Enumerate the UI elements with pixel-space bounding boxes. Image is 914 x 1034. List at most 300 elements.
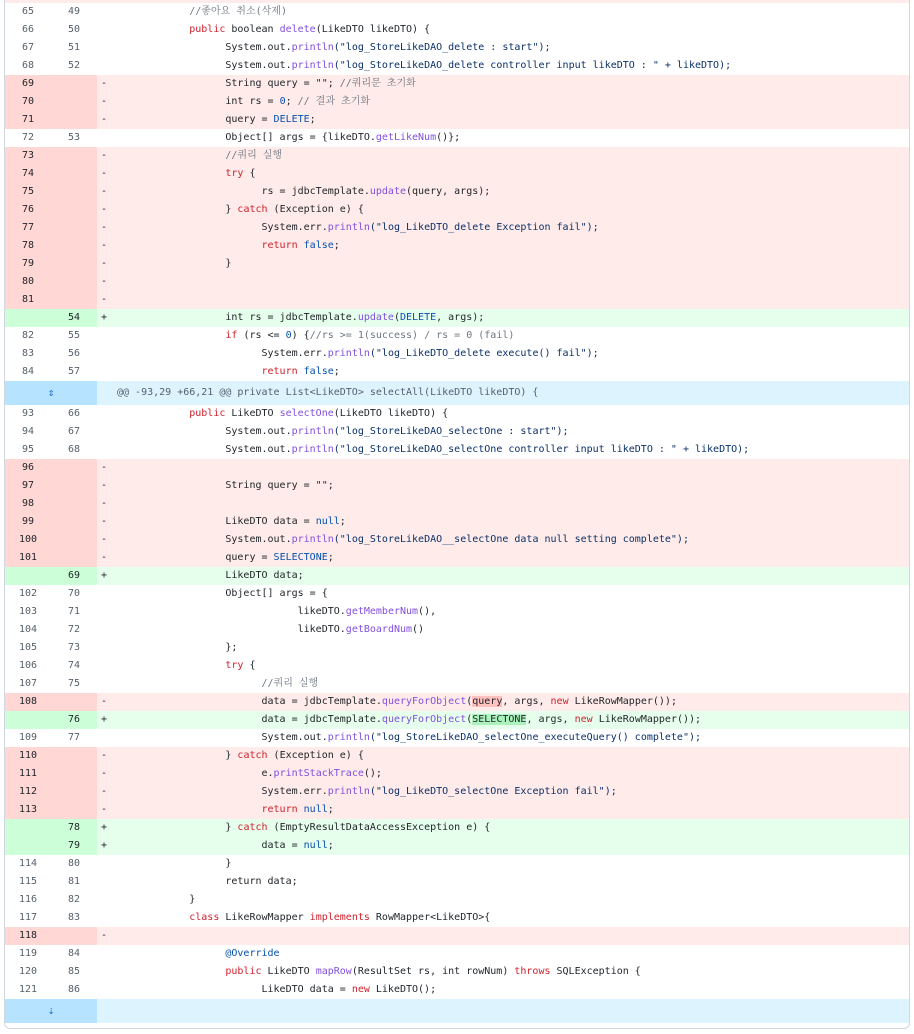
old-line-number[interactable]: 107: [18, 678, 38, 689]
code-token: ;: [339, 516, 346, 527]
code-token: ("log_LikeDTO_selectOne Exception fail");: [369, 786, 617, 797]
new-line-number[interactable]: 78: [51, 819, 97, 837]
new-line-number[interactable]: 66: [67, 408, 81, 419]
code-text: [117, 219, 909, 237]
diff-marker: -: [101, 930, 108, 941]
diff-marker: [97, 621, 117, 639]
old-line-number[interactable]: 71: [5, 111, 51, 129]
diff-marker: [97, 981, 117, 999]
code-token: DELETE: [399, 312, 437, 323]
code-token: new: [574, 714, 593, 725]
diff-line: [5, 441, 909, 459]
diff-line: [5, 477, 909, 495]
old-line-number[interactable]: 84: [21, 366, 35, 377]
code-token: getMemberNum: [345, 606, 419, 617]
code-token: selectOne: [279, 408, 334, 419]
new-line-number[interactable]: [51, 183, 97, 201]
diff-marker: -: [101, 462, 108, 473]
diff-line: [5, 291, 909, 309]
diff-marker: -: [101, 78, 108, 89]
diff-marker: [97, 639, 117, 657]
new-line-number[interactable]: [51, 255, 97, 273]
diff-line: [5, 837, 909, 855]
diff-line: [5, 981, 909, 999]
old-line-number[interactable]: 68: [21, 60, 35, 71]
code-text: [117, 981, 909, 999]
diff-line: [5, 783, 909, 801]
new-line-number[interactable]: [51, 237, 97, 255]
code-text: [117, 675, 909, 693]
diff-line: [5, 963, 909, 981]
diff-marker: -: [101, 294, 108, 305]
diff-marker: [97, 129, 117, 147]
new-line-number[interactable]: [51, 927, 97, 945]
code-text: [117, 21, 909, 39]
new-line-number[interactable]: [51, 747, 97, 765]
code-token: [117, 24, 189, 35]
code-token: getBoardNum: [345, 624, 413, 635]
diff-marker: [97, 327, 117, 345]
new-line-number[interactable]: [51, 549, 97, 567]
new-line-number[interactable]: [51, 219, 97, 237]
diff-marker: +: [101, 840, 108, 851]
new-line-number[interactable]: 51: [67, 42, 81, 53]
new-line-number[interactable]: 80: [67, 858, 81, 869]
new-line-number[interactable]: [51, 693, 97, 711]
code-text: [117, 639, 909, 657]
diff-line: [5, 309, 909, 327]
old-line-number[interactable]: 110: [5, 747, 51, 765]
new-line-number[interactable]: 69: [51, 567, 97, 585]
code-text: [117, 75, 909, 93]
code-token: rs = jdbcTemplate.: [117, 186, 370, 197]
new-line-number[interactable]: [51, 75, 97, 93]
old-line-number[interactable]: 102: [18, 588, 38, 599]
diff-marker: [97, 441, 117, 459]
code-token: ()};: [436, 132, 461, 143]
code-text: [117, 873, 909, 891]
diff-line: [5, 513, 909, 531]
diff-line: [5, 747, 909, 765]
code-text: [117, 39, 909, 57]
old-line-number[interactable]: 114: [18, 858, 38, 869]
code-token: println: [327, 348, 370, 359]
code-token: println: [291, 42, 334, 53]
old-line-number[interactable]: 121: [18, 984, 38, 995]
code-text: [117, 819, 909, 837]
old-line-number[interactable]: 118: [5, 927, 51, 945]
code-text: [117, 549, 909, 567]
diff-marker: -: [101, 750, 108, 761]
code-token: println: [327, 732, 370, 743]
code-text: [117, 621, 909, 639]
new-line-number[interactable]: 77: [67, 732, 81, 743]
new-line-number[interactable]: 79: [51, 837, 97, 855]
code-text: [117, 891, 909, 909]
old-line-number[interactable]: 66: [21, 24, 35, 35]
code-token: 0: [279, 96, 286, 107]
code-token: LikeDTO data =: [117, 516, 316, 527]
code-token: public: [225, 966, 262, 977]
code-token: SQLException {: [550, 966, 641, 977]
code-text: [117, 909, 909, 927]
diff-line: [5, 531, 909, 549]
code-text: [117, 477, 909, 495]
diff-line: [5, 855, 909, 873]
code-token: false: [303, 240, 334, 251]
code-text: [117, 513, 909, 531]
diff-marker: -: [101, 768, 108, 779]
diff-line: [5, 621, 909, 639]
code-text: [117, 291, 909, 309]
code-token: LikeRowMapper());: [592, 714, 702, 725]
new-line-number[interactable]: [51, 165, 97, 183]
code-text: [117, 165, 909, 183]
old-line-number[interactable]: 108: [5, 693, 51, 711]
old-line-number[interactable]: [5, 711, 51, 729]
diff-marker: -: [101, 168, 108, 179]
new-line-number[interactable]: 53: [67, 132, 81, 143]
code-text: [117, 405, 909, 423]
code-token: (: [393, 312, 400, 323]
new-line-number[interactable]: 73: [67, 642, 81, 653]
code-token: System.out.: [117, 444, 292, 455]
old-line-number[interactable]: 94: [21, 426, 35, 437]
code-token: , args,: [502, 696, 551, 707]
code-text: [117, 93, 909, 111]
diff-marker: -: [101, 552, 108, 563]
new-line-number[interactable]: [51, 291, 97, 309]
hunk-header-text: @@ -93,29 +66,21 @@ private List<LikeDTO> selectAll(LikeDTO likeDTO) {: [117, 387, 539, 398]
code-token: System.err.: [117, 348, 328, 359]
new-line-number[interactable]: [51, 531, 97, 549]
code-token: System.out.: [117, 60, 292, 71]
diff-view: [4, 0, 910, 1029]
code-text: [117, 747, 909, 765]
old-line-number[interactable]: 99: [5, 513, 51, 531]
new-line-number[interactable]: 72: [67, 624, 81, 635]
new-line-number[interactable]: [51, 111, 97, 129]
code-token: //쿼리 실행: [117, 678, 319, 689]
code-token: (ResultSet rs, int rowNum): [351, 966, 515, 977]
code-token: LikeDTO: [225, 408, 280, 419]
old-line-number[interactable]: 75: [5, 183, 51, 201]
diff-line: [5, 729, 909, 747]
code-token: SELECTONE: [472, 714, 527, 725]
code-token: ("log_StoreLikeDAO_selectOne_executeQuery() complete");: [369, 732, 702, 743]
code-token: [117, 660, 225, 671]
new-line-number[interactable]: 76: [51, 711, 97, 729]
old-line-number[interactable]: 119: [18, 948, 38, 959]
diff-marker: [97, 891, 117, 909]
new-line-number[interactable]: 55: [67, 330, 81, 341]
code-text: [117, 183, 909, 201]
old-line-number[interactable]: 109: [18, 732, 38, 743]
new-line-number[interactable]: [51, 273, 97, 291]
code-token: ();: [363, 768, 382, 779]
diff-line: [5, 273, 909, 291]
code-text: [117, 459, 909, 477]
new-line-number[interactable]: [51, 783, 97, 801]
diff-line: [5, 675, 909, 693]
code-token: likeDTO.: [117, 624, 346, 635]
diff-marker: [97, 345, 117, 363]
diff-block-selectone: [5, 405, 909, 999]
diff-marker: [97, 21, 117, 39]
diff-marker: -: [101, 804, 108, 815]
code-token: ("log_StoreLikeDAO_delete controller input likeDTO : " + likeDTO);: [333, 60, 732, 71]
new-line-number[interactable]: 54: [51, 309, 97, 327]
new-line-number[interactable]: [51, 495, 97, 513]
diff-marker: [97, 729, 117, 747]
code-token: null: [315, 516, 340, 527]
diff-line: [5, 3, 909, 21]
code-token: println: [291, 444, 334, 455]
diff-line: [5, 567, 909, 585]
diff-line: [5, 405, 909, 423]
code-token: int rs =: [117, 96, 280, 107]
old-line-number[interactable]: 100: [5, 531, 51, 549]
code-token: [117, 366, 262, 377]
old-line-number[interactable]: 65: [21, 6, 35, 17]
old-line-number[interactable]: 117: [18, 912, 38, 923]
diff-line: [5, 603, 909, 621]
new-line-number[interactable]: [51, 765, 97, 783]
old-line-number[interactable]: 104: [18, 624, 38, 635]
code-token: (),: [418, 606, 437, 617]
code-token: ;: [327, 552, 334, 563]
code-token: System.err.: [117, 786, 328, 797]
old-line-number[interactable]: 101: [5, 549, 51, 567]
diff-line: [5, 255, 909, 273]
code-text: [117, 129, 909, 147]
code-token: Object[] args = {: [117, 588, 328, 599]
old-line-number[interactable]: [5, 309, 51, 327]
code-token: try: [225, 168, 244, 179]
old-line-number[interactable]: 116: [18, 894, 38, 905]
code-text: [117, 57, 909, 75]
old-line-number[interactable]: 115: [18, 876, 38, 887]
code-token: (rs <=: [237, 330, 286, 341]
code-token: }: [117, 894, 196, 905]
new-line-number[interactable]: 75: [67, 678, 81, 689]
new-line-number[interactable]: [51, 459, 97, 477]
code-token: LikeRowMapper: [219, 912, 310, 923]
old-line-number[interactable]: 105: [18, 642, 38, 653]
code-text: [117, 801, 909, 819]
diff-line: [5, 57, 909, 75]
old-line-number[interactable]: 69: [5, 75, 51, 93]
code-token: catch: [237, 750, 268, 761]
old-line-number[interactable]: 73: [5, 147, 51, 165]
code-text: [117, 111, 909, 129]
old-line-number[interactable]: 78: [5, 237, 51, 255]
old-line-number[interactable]: 93: [21, 408, 35, 419]
code-token: ;: [327, 840, 334, 851]
old-line-number[interactable]: [5, 819, 51, 837]
diff-line: [5, 129, 909, 147]
old-line-number[interactable]: 103: [18, 606, 38, 617]
code-token: }: [117, 822, 238, 833]
diff-line: [5, 423, 909, 441]
diff-line: [5, 93, 909, 111]
new-line-number[interactable]: [51, 201, 97, 219]
code-token: }: [117, 858, 232, 869]
code-text: [117, 255, 909, 273]
code-token: println: [291, 60, 334, 71]
old-line-number[interactable]: 111: [5, 765, 51, 783]
old-line-number[interactable]: 95: [21, 444, 35, 455]
new-line-number[interactable]: 84: [67, 948, 81, 959]
new-line-number[interactable]: 86: [67, 984, 81, 995]
new-line-number[interactable]: 85: [67, 966, 81, 977]
code-token: null: [303, 804, 328, 815]
code-token: //rs >= 1(success) / rs = 0 (fail): [309, 330, 515, 341]
old-line-number[interactable]: 98: [5, 495, 51, 513]
new-line-number[interactable]: 70: [67, 588, 81, 599]
old-line-number[interactable]: 77: [5, 219, 51, 237]
diff-marker: [97, 657, 117, 675]
diff-marker: -: [101, 498, 108, 509]
old-line-number[interactable]: 70: [5, 93, 51, 111]
expand-up-icon[interactable]: ⇕: [5, 381, 97, 405]
new-line-number[interactable]: 67: [67, 426, 81, 437]
diff-marker: -: [101, 516, 108, 527]
code-token: try: [225, 660, 244, 671]
code-token: }: [117, 204, 238, 215]
code-token: ("log_LikeDTO_delete execute() fail");: [369, 348, 599, 359]
code-token: ) {: [291, 330, 310, 341]
code-token: }: [117, 750, 238, 761]
code-text: [117, 273, 909, 291]
diff-line: [5, 927, 909, 945]
code-text: [117, 945, 909, 963]
code-token: };: [117, 642, 238, 653]
code-token: class: [189, 912, 220, 923]
code-token: DELETE: [273, 114, 310, 125]
code-token: public: [189, 24, 226, 35]
diff-line: [5, 819, 909, 837]
new-line-number[interactable]: 74: [67, 660, 81, 671]
code-token: RowMapper<LikeDTO>{: [369, 912, 491, 923]
new-line-number[interactable]: [51, 93, 97, 111]
new-line-number[interactable]: 52: [67, 60, 81, 71]
old-line-number[interactable]: 67: [21, 42, 35, 53]
code-token: boolean: [225, 24, 280, 35]
old-line-number[interactable]: 97: [5, 477, 51, 495]
new-line-number[interactable]: 71: [67, 606, 81, 617]
old-line-number[interactable]: 83: [21, 348, 35, 359]
diff-marker: -: [101, 240, 108, 251]
diff-line: [5, 693, 909, 711]
diff-marker: [97, 363, 117, 381]
code-token: println: [291, 426, 334, 437]
code-token: update: [357, 312, 394, 323]
new-line-number[interactable]: 57: [67, 366, 81, 377]
diff-marker: -: [101, 186, 108, 197]
diff-line: [5, 75, 909, 93]
code-text: [117, 345, 909, 363]
diff-marker: +: [101, 714, 108, 725]
new-line-number[interactable]: 56: [67, 348, 81, 359]
code-token: {: [243, 168, 256, 179]
code-token: ("log_StoreLikeDAO__selectOne data null setting complete");: [333, 534, 689, 545]
old-line-number[interactable]: [5, 837, 51, 855]
code-token: ;: [309, 114, 316, 125]
new-line-number[interactable]: [51, 801, 97, 819]
diff-marker: -: [101, 150, 108, 161]
old-line-number[interactable]: 120: [18, 966, 38, 977]
new-line-number[interactable]: 50: [67, 24, 81, 35]
code-text: [117, 531, 909, 549]
old-line-number[interactable]: 81: [5, 291, 51, 309]
new-line-number[interactable]: 83: [67, 912, 81, 923]
diff-line: [5, 363, 909, 381]
code-text: [117, 855, 909, 873]
diff-line: [5, 909, 909, 927]
diff-marker: [97, 909, 117, 927]
expand-down-icon[interactable]: ⇣: [5, 999, 97, 1023]
new-line-number[interactable]: 49: [67, 6, 81, 17]
diff-marker: -: [101, 258, 108, 269]
code-token: if: [225, 330, 238, 341]
old-line-number[interactable]: 72: [21, 132, 35, 143]
old-line-number[interactable]: [5, 567, 51, 585]
code-text: [117, 3, 909, 21]
code-token: System.out.: [117, 426, 292, 437]
old-line-number[interactable]: 79: [5, 255, 51, 273]
old-line-number[interactable]: 96: [5, 459, 51, 477]
diff-line: [5, 549, 909, 567]
diff-line: [5, 459, 909, 477]
old-line-number[interactable]: 82: [21, 330, 35, 341]
code-token: catch: [237, 204, 268, 215]
old-line-number[interactable]: 113: [5, 801, 51, 819]
old-line-number[interactable]: 80: [5, 273, 51, 291]
diff-marker: [97, 405, 117, 423]
code-text: [117, 585, 909, 603]
code-text: [117, 657, 909, 675]
new-line-number[interactable]: 82: [67, 894, 81, 905]
old-line-number[interactable]: 112: [5, 783, 51, 801]
code-token: printStackTrace: [273, 768, 364, 779]
code-token: (): [412, 624, 425, 635]
old-line-number[interactable]: 106: [18, 660, 38, 671]
code-token: public: [189, 408, 226, 419]
code-token: null: [303, 840, 328, 851]
new-line-number[interactable]: 68: [67, 444, 81, 455]
code-token: @Override: [225, 948, 280, 959]
old-line-number[interactable]: 76: [5, 201, 51, 219]
code-token: ("log_StoreLikeDAO_delete : start");: [333, 42, 551, 53]
new-line-number[interactable]: [51, 147, 97, 165]
new-line-number[interactable]: [51, 513, 97, 531]
diff-block-delete: [5, 3, 909, 381]
diff-marker: [97, 57, 117, 75]
code-text: [117, 963, 909, 981]
code-token: delete: [279, 24, 316, 35]
code-token: (EmptyResultDataAccessException e) {: [267, 822, 491, 833]
new-line-number[interactable]: [51, 477, 97, 495]
diff-marker: +: [101, 570, 108, 581]
diff-line: [5, 21, 909, 39]
new-line-number[interactable]: 81: [67, 876, 81, 887]
code-token: LikeDTO data;: [117, 570, 304, 581]
code-token: throws: [514, 966, 551, 977]
old-line-number[interactable]: 74: [5, 165, 51, 183]
code-token: query =: [117, 114, 274, 125]
code-token: queryForObject: [381, 714, 467, 725]
